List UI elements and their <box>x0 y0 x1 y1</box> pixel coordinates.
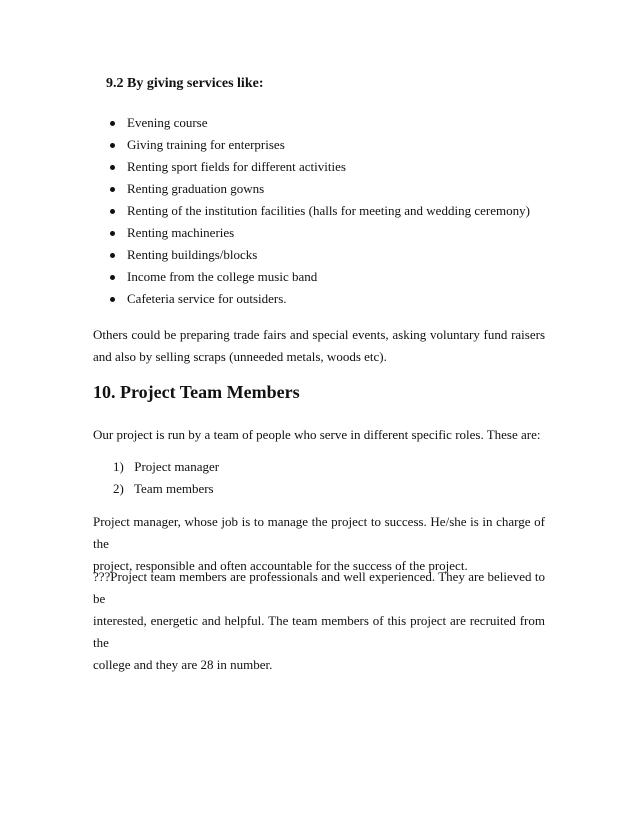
list-item <box>110 222 530 244</box>
list-item <box>113 456 219 478</box>
subsection-heading: 9.2 By giving services like: <box>106 76 264 91</box>
roles-list <box>113 456 219 500</box>
list-item <box>110 244 530 266</box>
paragraph-line: college and they are 28 in number. <box>93 657 273 672</box>
list-item <box>110 178 530 200</box>
services-list <box>110 112 530 310</box>
paragraph-line: Our project is run by a team of people who serve in different specific roles. These are: <box>93 427 541 442</box>
paragraph-line: and also by selling scraps (unneeded metals, woods etc). <box>93 349 387 364</box>
list-item-text: Renting machineries <box>127 225 235 240</box>
list-item <box>110 134 530 156</box>
list-item <box>113 478 219 500</box>
bullet-icon <box>110 187 115 192</box>
section-heading: 10. Project Team Members <box>93 382 300 402</box>
list-item <box>110 112 530 134</box>
list-item <box>110 288 530 310</box>
list-item-text: Renting sport fields for different activities <box>127 159 346 174</box>
bullet-icon <box>110 165 115 170</box>
list-item <box>110 266 530 288</box>
list-item-text: Evening course <box>127 115 208 130</box>
paragraph-line: Project manager, whose job is to manage the project to success. He/she is in charge of the <box>93 514 545 551</box>
bullet-icon <box>110 297 115 302</box>
paragraph-line: Others could be preparing trade fairs and special events, asking voluntary fund raisers <box>93 327 545 342</box>
list-number: 1) <box>113 459 124 474</box>
list-item <box>110 156 530 178</box>
paragraph-line: interested, energetic and helpful. The team members of this project are recruited from the <box>93 613 545 650</box>
bullet-icon <box>110 253 115 258</box>
bullet-icon <box>110 143 115 148</box>
others-paragraph <box>93 324 545 368</box>
list-item-text: Team members <box>134 481 214 496</box>
list-item-text: Income from the college music band <box>127 269 318 284</box>
list-number: 2) <box>113 481 124 496</box>
paragraph-line: project, responsible and often accountable for the success of the project. <box>93 558 468 573</box>
bullet-icon <box>110 231 115 236</box>
list-item-text: Project manager <box>134 459 220 474</box>
list-item-text: Renting graduation gowns <box>127 181 265 196</box>
bullet-icon <box>110 209 115 214</box>
list-item-text: Renting buildings/blocks <box>127 247 258 262</box>
list-item-text: Giving training for enterprises <box>127 137 285 152</box>
members-paragraph <box>93 566 545 676</box>
list-item <box>110 200 530 222</box>
list-item-text: Renting of the institution facilities (halls for meeting and wedding ceremony) <box>127 203 530 218</box>
bullet-icon <box>110 275 115 280</box>
list-item-text: Cafeteria service for outsiders. <box>127 291 287 306</box>
section-intro <box>93 424 545 446</box>
bullet-icon <box>110 121 115 126</box>
paragraph-line: ???Project team members are professionals and well experienced. They are believed to be <box>93 569 545 606</box>
